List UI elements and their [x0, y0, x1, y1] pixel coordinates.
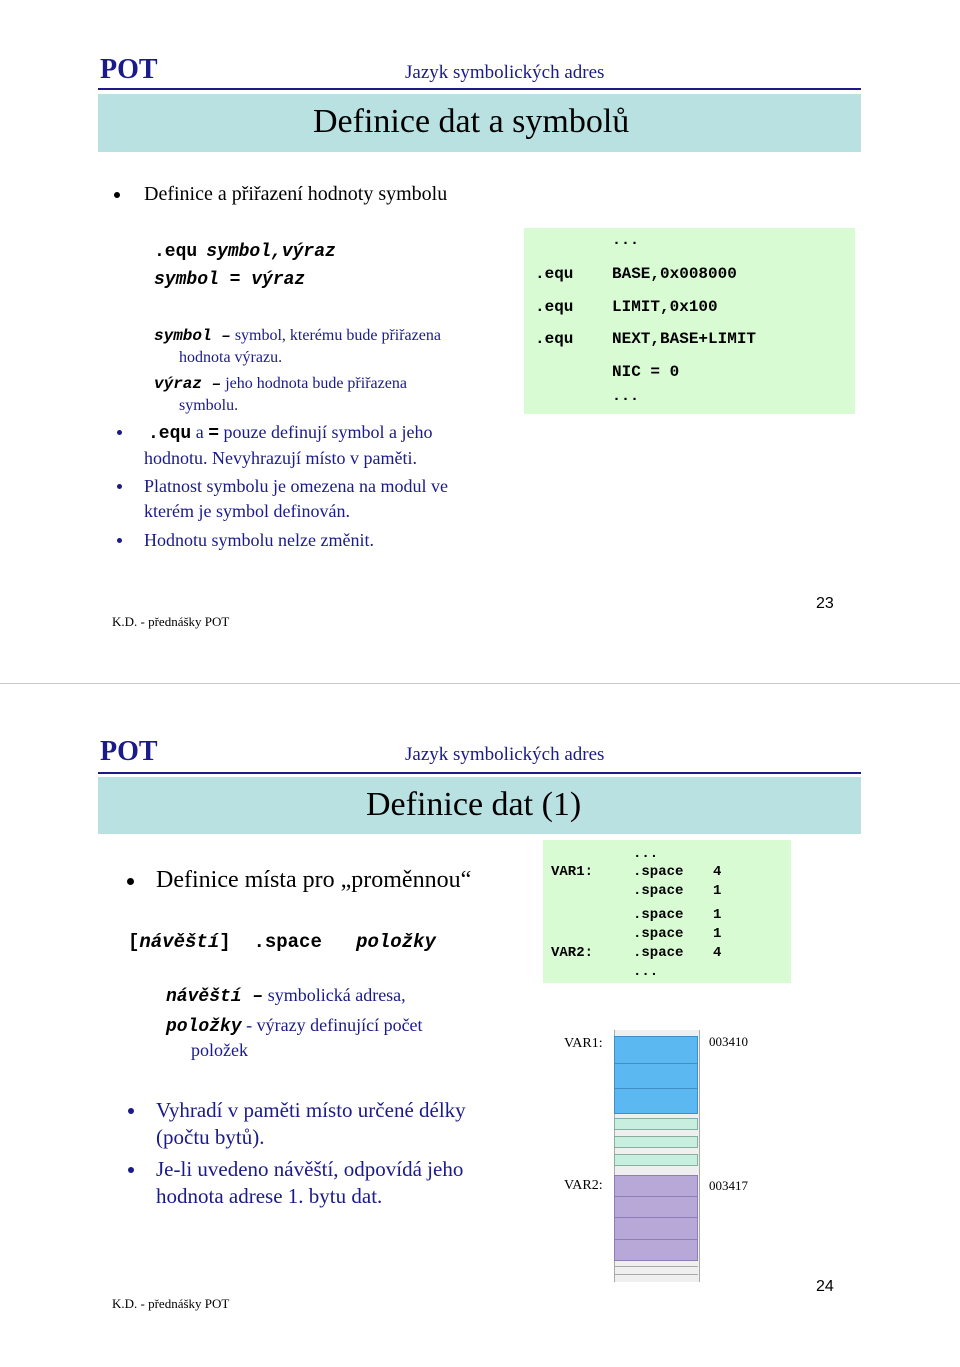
- memory-divider: [614, 1239, 698, 1240]
- title-bar: [98, 777, 861, 834]
- desc-vyraz-text: jeho hodnota bude přiřazena: [225, 375, 407, 392]
- syntax-line-2: symbol = výraz: [154, 270, 306, 290]
- code-val-3: 1: [713, 907, 722, 923]
- code-kw-3: .space: [633, 907, 684, 923]
- desc-items-text-2: položek: [191, 1040, 248, 1060]
- desc-vyraz-term: výraz –: [154, 375, 222, 393]
- desc-symbol-text-2: hodnota výrazu.: [179, 349, 283, 366]
- desc-items-text: - výrazy definující počet: [246, 1015, 423, 1035]
- code-example-box: [524, 228, 855, 414]
- syntax-line-1: [154, 240, 336, 262]
- brand-logo: POT: [100, 736, 158, 767]
- memory-block-var2: [614, 1175, 698, 1261]
- bullet-main: Definice a přiřazení hodnoty symbolu: [144, 183, 448, 205]
- footer-author: K.D. - přednášky POT: [112, 1296, 230, 1311]
- memory-divider: [614, 1088, 698, 1089]
- desc-items-term: položky: [166, 1017, 242, 1037]
- code-label-1: VAR1:: [551, 864, 594, 880]
- bullet-dot: [114, 192, 120, 198]
- code-kw-3: .equ: [535, 330, 574, 348]
- title-bar: [98, 94, 861, 152]
- syntax-keyword: .equ: [154, 242, 198, 262]
- slide-23: [0, 0, 960, 683]
- code-val-5: 4: [713, 945, 722, 961]
- syntax-line: [128, 931, 436, 953]
- code-dots-bottom: ...: [612, 388, 640, 405]
- memory-divider: [614, 1196, 698, 1197]
- desc-label-term: návěští –: [166, 987, 264, 1007]
- code-kw-1: .equ: [535, 265, 574, 283]
- bullet-dot: [128, 1108, 134, 1114]
- slide-title: Definice dat (1): [366, 786, 582, 823]
- header-rule: [98, 772, 861, 774]
- syntax-keyword: .space: [253, 931, 322, 953]
- page-number: 24: [816, 1278, 834, 1295]
- syntax-open: [: [128, 931, 140, 953]
- memory-byte: [614, 1136, 698, 1148]
- code-arg-3: NEXT,BASE+LIMIT: [612, 330, 757, 348]
- bullet-3-line-2: hodnota adrese 1. bytu dat.: [156, 1184, 383, 1208]
- code-kw-5: .space: [633, 945, 684, 961]
- memory-block-var1: [614, 1036, 698, 1114]
- desc-vyraz: [154, 375, 407, 393]
- desc-vyraz-text-2: symbolu.: [179, 397, 239, 414]
- code-arg-1: BASE,0x008000: [612, 265, 737, 283]
- memory-var1-label: VAR1:: [564, 1036, 603, 1051]
- code-dots-top: ...: [633, 846, 659, 862]
- memory-var2-label: VAR2:: [564, 1178, 603, 1193]
- note-1-equals: =: [208, 424, 220, 444]
- bullet-dot: [117, 484, 122, 489]
- slide-24: [0, 684, 960, 1367]
- desc-items: [166, 1015, 423, 1037]
- syntax-close: ]: [219, 931, 231, 953]
- note-1-keyword: .equ: [148, 424, 192, 444]
- note-1: [148, 422, 432, 444]
- code-arg-4: NIC = 0: [612, 363, 680, 381]
- code-kw-2: .equ: [535, 298, 574, 316]
- desc-label-text: symbolická adresa,: [267, 985, 406, 1005]
- note-2: Platnost symbolu je omezena na modul ve: [144, 476, 448, 496]
- header-rule: [98, 88, 861, 90]
- code-example-box: [543, 840, 791, 983]
- code-val-2: 1: [713, 883, 722, 899]
- slide-title: Definice dat a symbolů: [313, 103, 630, 140]
- memory-divider: [614, 1217, 698, 1218]
- note-2-line-2: kterém je symbol definován.: [144, 501, 350, 521]
- code-val-4: 1: [713, 926, 722, 942]
- bullet-dot: [117, 538, 122, 543]
- desc-label: [166, 985, 406, 1007]
- memory-var1-address: 003410: [709, 1034, 748, 1049]
- bullet-dot: [117, 430, 122, 435]
- memory-byte: [614, 1154, 698, 1166]
- code-dots-top: ...: [612, 232, 640, 249]
- slide-subtitle: Jazyk symbolických adres: [405, 744, 605, 765]
- bullet-2: Vyhradí v paměti místo určené délky: [156, 1098, 466, 1122]
- code-dots-bottom: ...: [633, 964, 659, 980]
- memory-divider: [614, 1063, 698, 1064]
- note-1-text-2: hodnotu. Nevyhrazují místo v paměti.: [144, 448, 417, 468]
- slide-subtitle: Jazyk symbolických adres: [405, 62, 605, 83]
- code-arg-2: LIMIT,0x100: [612, 298, 718, 316]
- bullet-main: Definice místa pro „proměnnou“: [156, 867, 472, 893]
- footer-author: K.D. - přednášky POT: [112, 614, 230, 629]
- note-1-text: pouze definují symbol a jeho: [223, 422, 433, 442]
- brand-logo: POT: [100, 54, 158, 85]
- memory-var2-address: 003417: [709, 1178, 748, 1193]
- memory-divider: [614, 1274, 698, 1275]
- desc-symbol: [154, 327, 441, 345]
- note-1-a: a: [195, 422, 204, 442]
- bullet-3: Je-li uvedeno návěští, odpovídá jeho: [156, 1157, 464, 1181]
- syntax-label: návěští: [139, 931, 220, 953]
- desc-symbol-term: symbol –: [154, 327, 231, 345]
- note-3: Hodnotu symbolu nelze změnit.: [144, 530, 374, 550]
- desc-symbol-text: symbol, kterému bude přiřazena: [234, 327, 441, 344]
- code-kw-4: .space: [633, 926, 684, 942]
- code-kw-2: .space: [633, 883, 684, 899]
- code-kw-1: .space: [633, 864, 684, 880]
- bullet-dot: [128, 1167, 134, 1173]
- syntax-items: položky: [356, 931, 436, 953]
- syntax-args: symbol,výraz: [206, 242, 336, 262]
- memory-divider: [614, 1266, 698, 1267]
- page-number: 23: [816, 595, 834, 612]
- code-val-1: 4: [713, 864, 722, 880]
- bullet-dot: [127, 878, 134, 885]
- memory-byte: [614, 1118, 698, 1130]
- bullet-2-line-2: (počtu bytů).: [156, 1125, 265, 1149]
- code-label-5: VAR2:: [551, 945, 594, 961]
